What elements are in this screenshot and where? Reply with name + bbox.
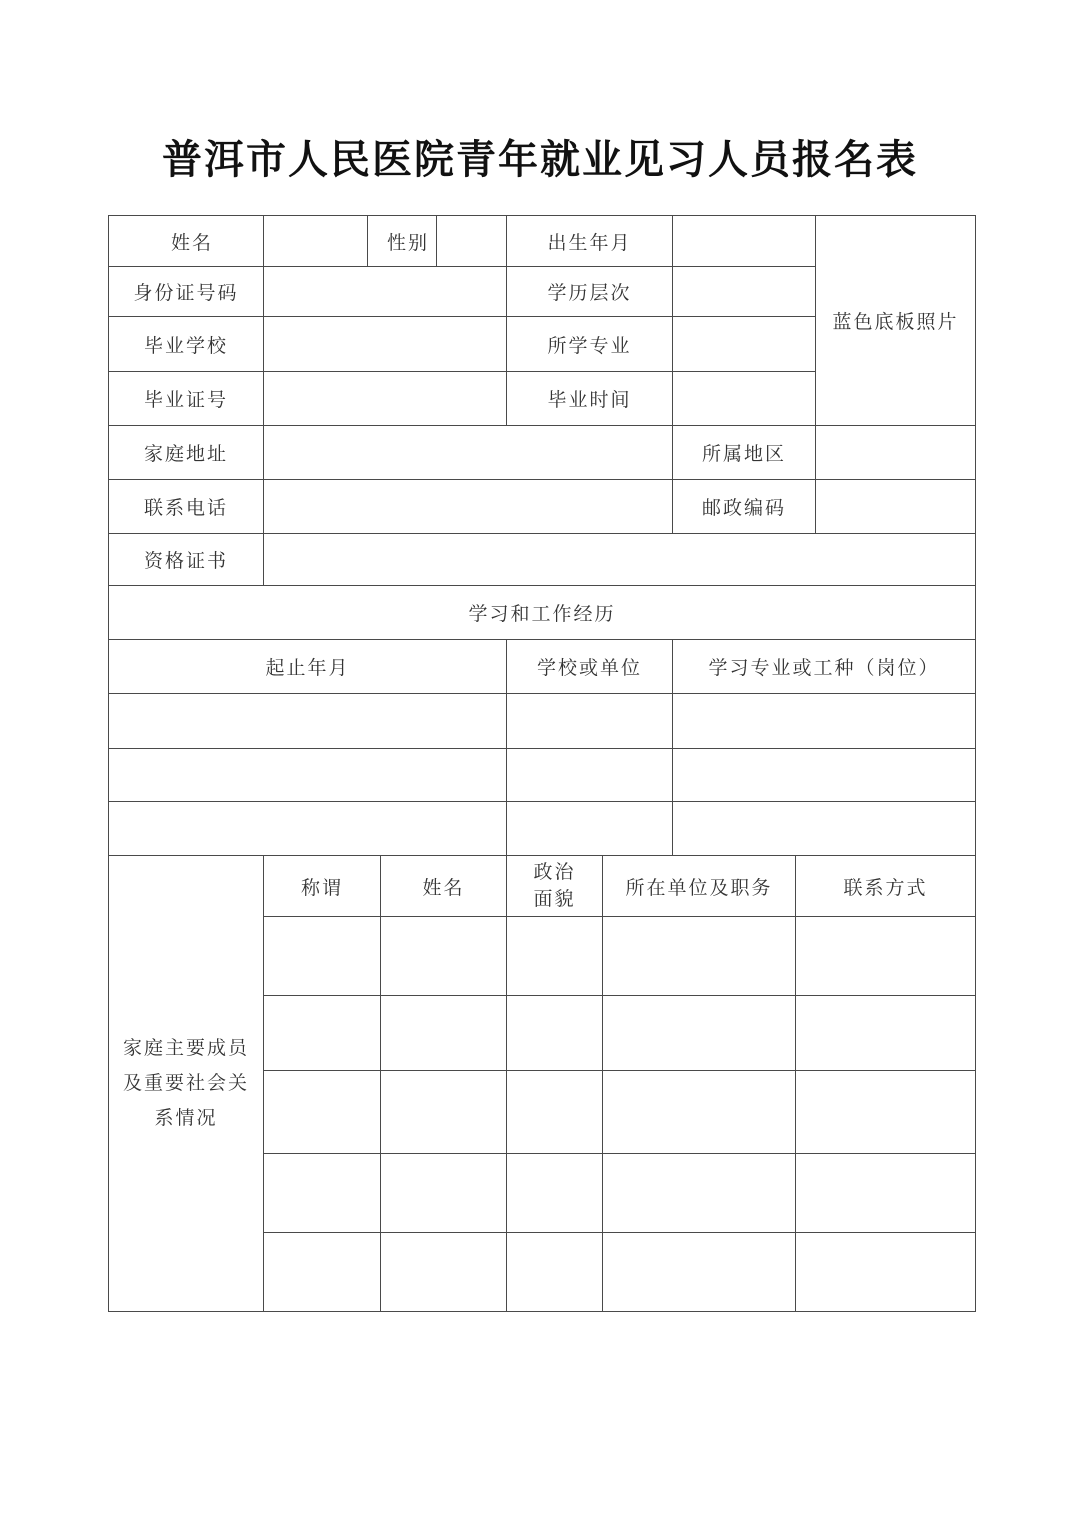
experience-col-school-or-unit: 学校或单位 [507,640,673,694]
experience-col-period: 起止年月 [109,640,507,694]
experience-period-cell [109,749,507,802]
row-address-region [109,426,976,480]
experience-school-cell [507,802,673,856]
family-unit-cell [603,1071,796,1154]
family-col-relation: 称谓 [264,856,381,917]
family-section-label-cell [109,856,264,1312]
family-col-name: 姓名 [381,856,507,917]
id-number-label: 身份证号码 [109,267,264,317]
experience-section-header: 学习和工作经历 [109,586,976,640]
experience-row [109,749,976,802]
family-name-cell [381,917,507,996]
education-level-input-cell [673,267,816,317]
family-political-cell [507,917,603,996]
home-address-label: 家庭地址 [109,426,264,480]
family-unit-cell [603,1233,796,1312]
family-contact-cell [796,1233,976,1312]
family-col-political-status-text: 政治面貌 [533,862,576,910]
home-address-input-cell [264,426,673,480]
row-qualification [109,534,976,586]
major-input-cell [673,317,816,372]
experience-period-cell [109,694,507,749]
family-relation-cell [264,917,381,996]
experience-row [109,694,976,749]
row-name-gender-birth [109,216,976,267]
family-section-label: 家庭主要成员及重要社会关系情况 [122,1038,249,1129]
graduate-school-input-cell [264,317,507,372]
family-col-unit-and-position: 所在单位及职务 [603,856,796,917]
diploma-number-label: 毕业证号 [109,372,264,426]
family-unit-cell [603,996,796,1071]
row-experience-columns [109,640,976,694]
graduation-date-label: 毕业时间 [507,372,673,426]
gender-input-cell [437,216,507,267]
family-unit-cell [603,917,796,996]
family-name-cell [381,1071,507,1154]
postal-code-input-cell [816,480,976,534]
gender-label: 性别 [368,216,437,267]
family-contact-cell [796,1154,976,1233]
experience-major-cell [673,802,976,856]
family-contact-cell [796,917,976,996]
qualification-cert-input-cell [264,534,976,586]
major-label: 所学专业 [507,317,673,372]
family-political-cell [507,996,603,1071]
diploma-number-input-cell [264,372,507,426]
family-name-cell [381,1233,507,1312]
row-experience-header [109,586,976,640]
family-relation-cell [264,1233,381,1312]
family-col-political-status [507,856,603,917]
family-col-contact: 联系方式 [796,856,976,917]
registration-form-table [108,215,976,1312]
experience-major-cell [673,749,976,802]
family-relation-cell [264,1071,381,1154]
graduate-school-label: 毕业学校 [109,317,264,372]
experience-col-major-or-post: 学习专业或工种（岗位） [673,640,976,694]
row-phone-postal [109,480,976,534]
experience-school-cell [507,749,673,802]
family-contact-cell [796,996,976,1071]
postal-code-label: 邮政编码 [673,480,816,534]
page-title: 普洱市人民医院青年就业见习人员报名表 [162,137,918,182]
family-political-cell [507,1154,603,1233]
experience-row [109,802,976,856]
id-number-input-cell [264,267,507,317]
qualification-cert-label: 资格证书 [109,534,264,586]
family-relation-cell [264,1154,381,1233]
family-relation-cell [264,996,381,1071]
row-family-columns [109,856,976,917]
experience-period-cell [109,802,507,856]
family-unit-cell [603,1154,796,1233]
family-contact-cell [796,1071,976,1154]
graduation-date-input-cell [673,372,816,426]
name-label: 姓名 [109,216,264,267]
phone-input-cell [264,480,673,534]
region-label: 所属地区 [673,426,816,480]
family-name-cell [381,996,507,1071]
region-input-cell [816,426,976,480]
phone-label: 联系电话 [109,480,264,534]
education-level-label: 学历层次 [507,267,673,317]
photo-placeholder-cell: 蓝色底板照片 [816,216,976,426]
family-name-cell [381,1154,507,1233]
name-input-cell [264,216,368,267]
birth-date-input-cell [673,216,816,267]
birth-date-label: 出生年月 [507,216,673,267]
experience-major-cell [673,694,976,749]
family-political-cell [507,1071,603,1154]
experience-school-cell [507,694,673,749]
family-political-cell [507,1233,603,1312]
